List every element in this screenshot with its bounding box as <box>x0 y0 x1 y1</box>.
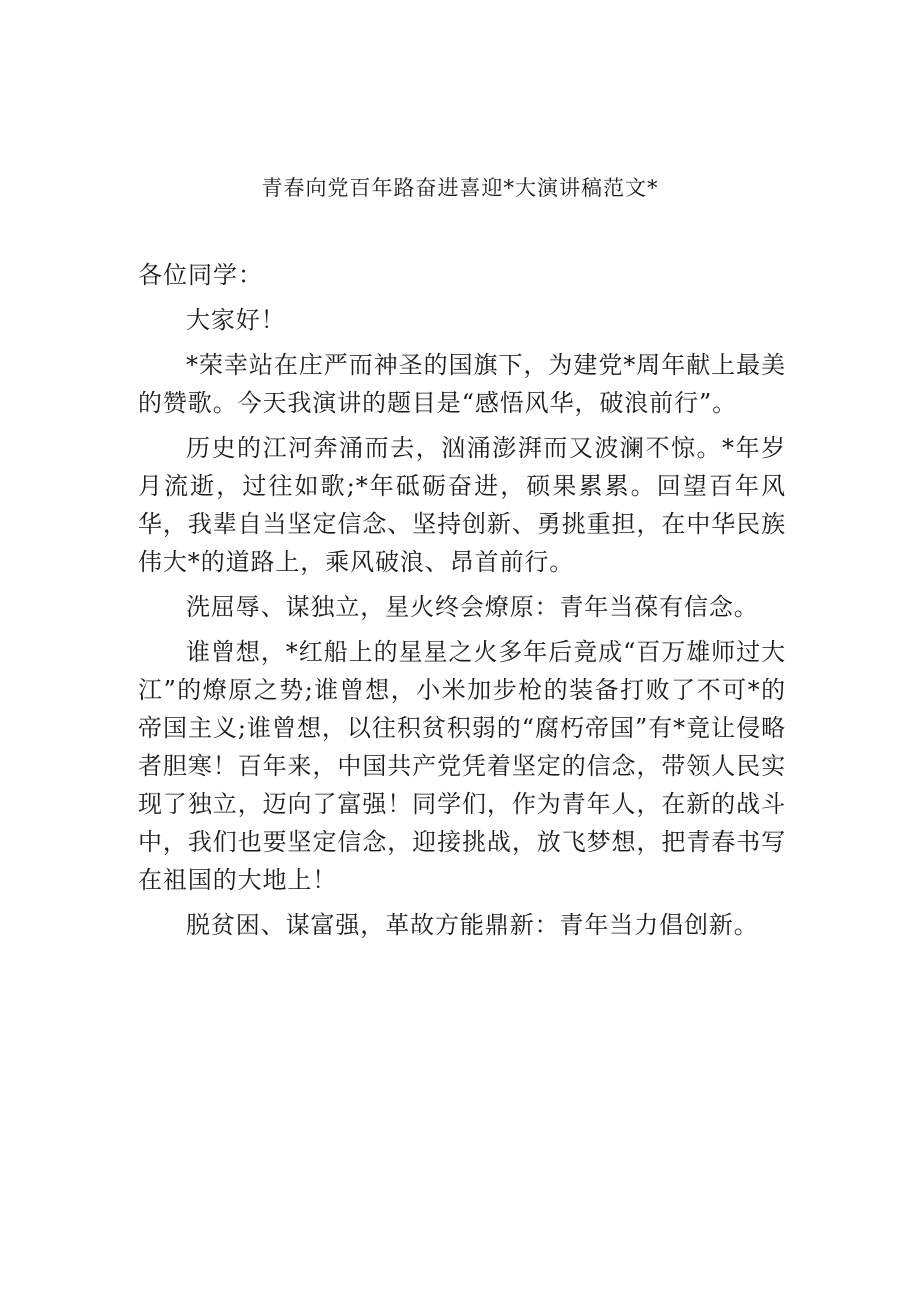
paragraph-belief: 谁曾想，*红船上的星星之火多年后竟成“百万雄师过大江”的燎原之势;谁曾想，小米加步枪的装备打败了不可*的帝国主义;谁曾想，以往积贫积弱的“腐朽帝国”有*竟让侵略者胆寒！百年来，中国共产党凭着坚定的信念，带领人民实现了独立，迈向了富强！同学们，作为青年人，在新的战斗中，我们也要坚定信念，迎接挑战，放飞梦想，把青春书写在祖国的大地上！ <box>138 638 786 894</box>
salutation: 各位同学： <box>138 261 263 289</box>
paragraph-history: 历史的江河奔涌而去，汹涌澎湃而又波澜不惊。*年岁月流逝，过往如歌;*年砥砺奋进，硕果累累。回望百年风华，我辈自当坚定信念、坚持创新、勇挑重担，在中华民族伟大*的道路上，乘风破浪、昂首前行。 <box>138 434 786 576</box>
document-title: 青春向党百年路奋进喜迎*大演讲稿范文* <box>261 176 659 200</box>
paragraph-intro: *荣幸站在庄严而神圣的国旗下，为建党*周年献上最美的赞歌。今天我演讲的题目是“感悟风华，破浪前行”。 <box>138 351 786 417</box>
paragraph-heading-innovation: 脱贫困、谋富强，革故方能鼎新：青年当力倡创新。 <box>186 911 759 939</box>
paragraph-greeting: 大家好！ <box>186 306 286 334</box>
document-body <box>138 256 786 944</box>
paragraph-heading-belief: 洗屈辱、谋独立，星火终会燎原：青年当葆有信念。 <box>186 593 759 621</box>
